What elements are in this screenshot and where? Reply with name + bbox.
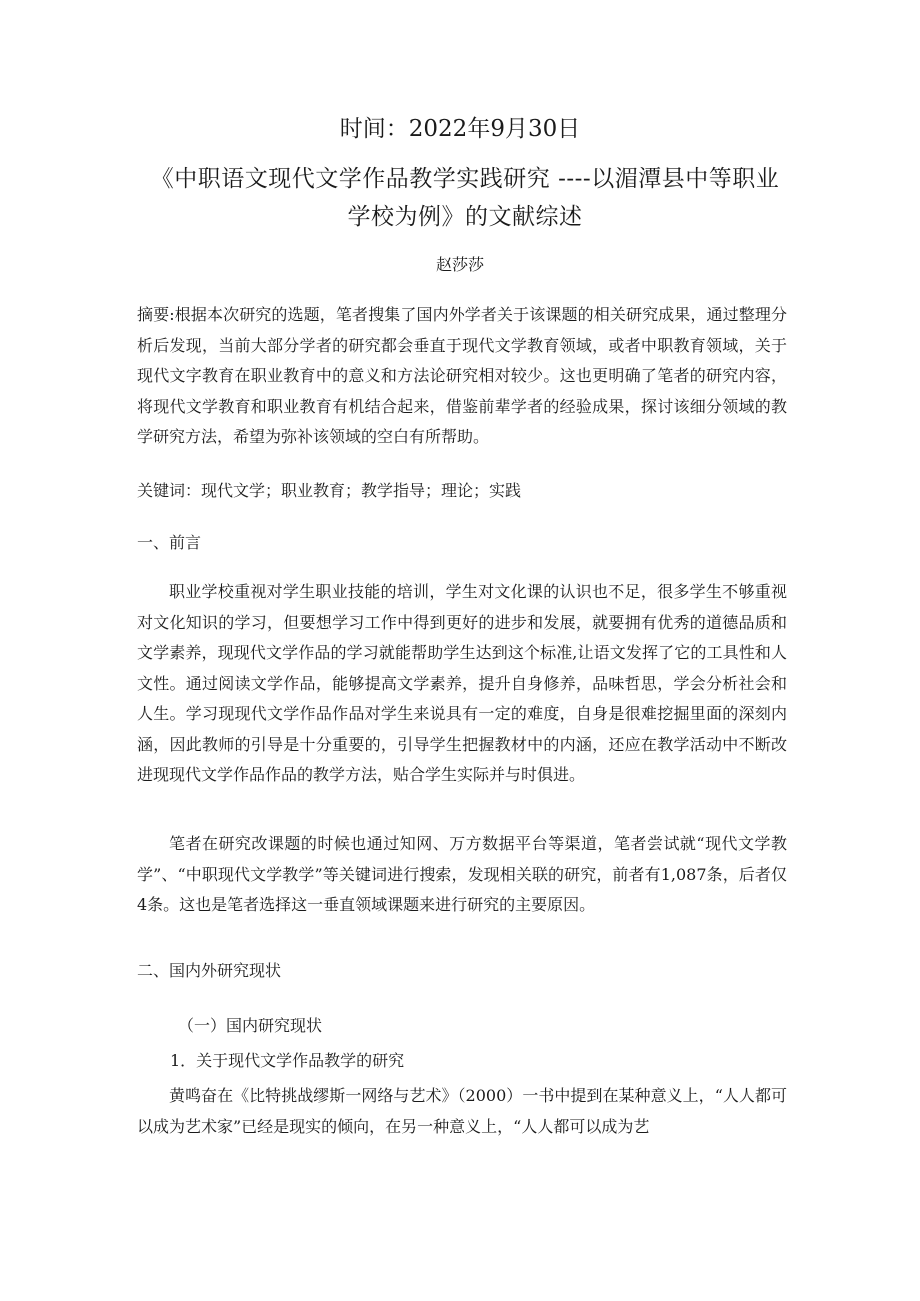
section-heading-research-status: 二、国内外研究现状: [137, 961, 282, 980]
preface-paragraph-1: 职业学校重视对学生职业技能的培训，学生对文化课的认识也不足，很多学生不够重视对文化知识的学习，但要想学习工作中得到更好的进步和发展，就要拥有优秀的道德品质和文学素养，现现代文学作品的学习就能帮助学生达到这个标准,让语文发挥了它的工具性和人文性。通过阅读文学作品，能够提高文学素养，提升自身修养，品味哲思，学会分析社会和人生。学习现现代文学作品作品对学生来说具有一定的难度，自身是很难挖掘里面的深刻内涵，因此教师的引导是十分重要的，引导学生把握教材中的内涵，还应在教学活动中不断改进现现代文学作品作品的教学方法，贴合学生实际并与时俱进。: [137, 582, 787, 784]
abstract-paragraph: 摘要:根据本次研究的选题，笔者搜集了国内外学者关于该课题的相关研究成果，通过整理分析后发现，当前大部分学者的研究都会垂直于现代文学教育领域，或者中职教育领域，关于现代文字教育在职业教育中的意义和方法论研究相对较少。这也更明确了笔者的研究内容，将现代文学教育和职业教育有机结合起来，借鉴前辈学者的经验成果，探讨该细分领域的教学研究方法，希望为弥补该领域的空白有所帮助。: [137, 305, 787, 446]
domestic-paragraph-1: 黄鸣奋在《比特挑战缪斯一网络与艺术》（2000）一书中提到在某种意义上，“人人都可以成为艺术家”已经是现实的倾向，在另一种意义上，“人人都可以成为艺: [137, 1086, 787, 1136]
subsection-heading-domestic: （一）国内研究现状: [178, 1016, 323, 1035]
preface-paragraph-2: 笔者在研究改课题的时候也通过知网、万方数据平台等渠道，笔者尝试就“现代文学教学”、“中职现代文学教学”等关键词进行搜索，发现相关联的研究，前者有1,087条，后者仅4条。这也是笔者选择这一垂直领域课题来进行研究的主要原因。: [137, 834, 787, 914]
document-date: 时间：2022年9月30日: [339, 116, 581, 142]
document-title: 《中职语文现代文学作品教学实践研究 ----以湄潭县中等职业学校为例》的文献综述: [150, 166, 780, 230]
section-heading-preface: 一、前言: [137, 533, 202, 552]
document-author: 赵莎莎: [435, 255, 484, 274]
keywords-line: 关键词：现代文学；职业教育；教学指导；理论；实践: [137, 481, 522, 500]
subsubsection-heading-modern-literature: 1．关于现代文学作品教学的研究: [170, 1051, 405, 1070]
